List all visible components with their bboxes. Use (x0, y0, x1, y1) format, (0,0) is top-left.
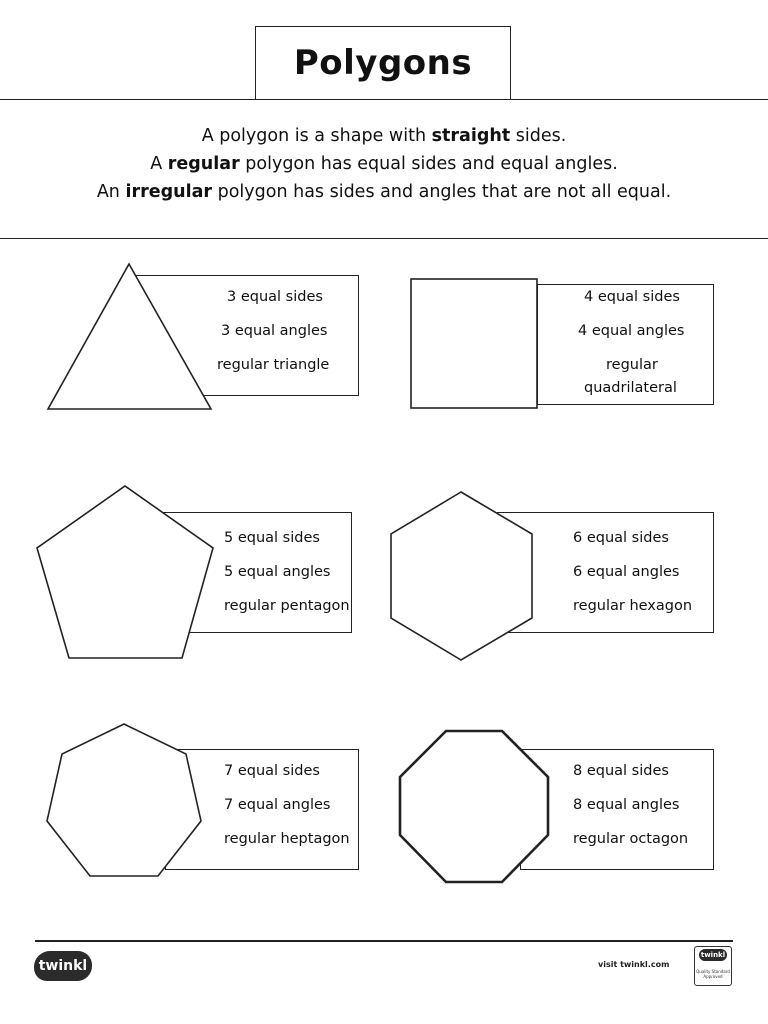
header-divider (0, 99, 768, 100)
octagon-shape (392, 723, 556, 891)
pentagon-name-text: regular pentagon (224, 598, 350, 614)
badge-logo: twinkl (700, 951, 726, 959)
triangle-angles-text: 3 equal angles (221, 323, 328, 339)
square-shape (405, 274, 545, 414)
heptagon-shape (36, 717, 212, 893)
hexagon-name-text: regular hexagon (573, 598, 693, 614)
twinkl-logo: twinkl (34, 951, 92, 981)
octagon-angles-text: 8 equal angles (573, 797, 680, 813)
heptagon-angles-text: 7 equal angles (224, 797, 331, 813)
hexagon-sides-text: 6 equal sides (573, 530, 669, 546)
intro-line-2: A regular polygon has equal sides and equal angles. (150, 154, 618, 174)
triangle-name-text: regular triangle (217, 357, 330, 373)
hexagon-angles-text: 6 equal angles (573, 564, 680, 580)
square-name-line-2: quadrilateral (584, 380, 677, 396)
heptagon-sides-text: 7 equal sides (224, 763, 320, 779)
visit-link-text[interactable]: visit twinkl.com (598, 960, 670, 969)
hexagon-shape (384, 485, 544, 667)
intro-divider (0, 238, 768, 239)
title-box (255, 26, 511, 99)
quality-standard-badge (694, 946, 732, 986)
triangle-shape (40, 258, 220, 418)
square-info-box (537, 284, 714, 405)
square-name-line-1: regular (606, 357, 658, 373)
pentagon-sides-text: 5 equal sides (224, 530, 320, 546)
heptagon-name-text: regular heptagon (224, 831, 350, 847)
octagon-name-text: regular octagon (573, 831, 689, 847)
intro-text (0, 122, 768, 206)
footer-divider (35, 940, 733, 942)
intro-line-1: A polygon is a shape with straight sides. (201, 126, 567, 146)
pentagon-shape (30, 478, 220, 668)
page-title: Polygons (293, 43, 473, 83)
badge-text: Quality Standard Approved (696, 969, 730, 979)
square-angles-text: 4 equal angles (578, 323, 685, 339)
square-sides-text: 4 equal sides (584, 289, 680, 305)
triangle-sides-text: 3 equal sides (227, 289, 323, 305)
intro-line-3: An irregular polygon has sides and angles that are not all equal. (96, 182, 672, 202)
octagon-sides-text: 8 equal sides (573, 763, 669, 779)
pentagon-angles-text: 5 equal angles (224, 564, 331, 580)
